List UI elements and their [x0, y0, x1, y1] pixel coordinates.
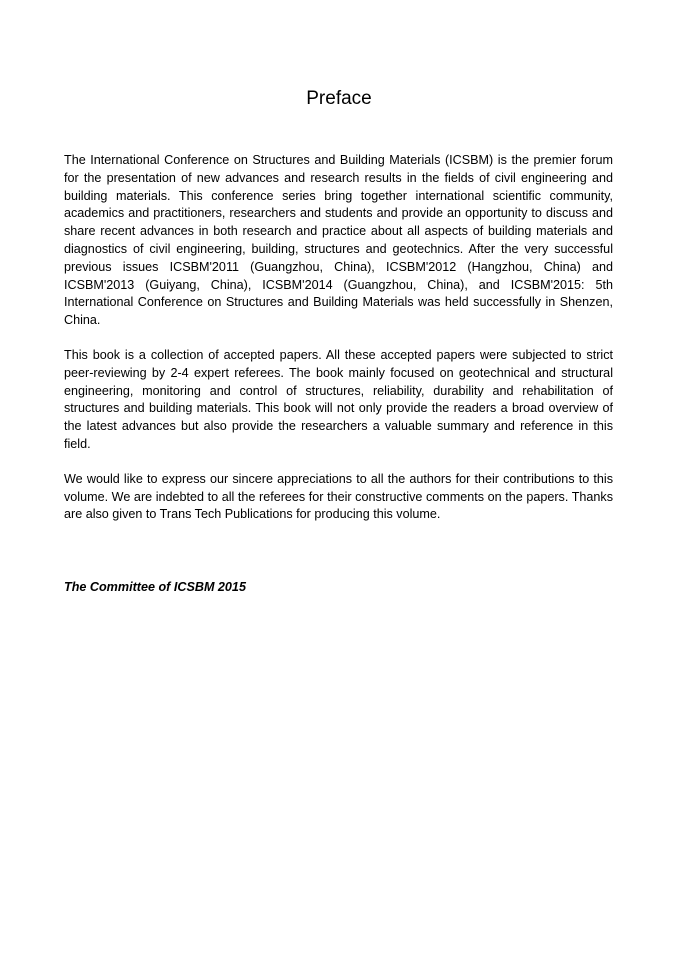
page-title: Preface [306, 88, 372, 109]
paragraph-book-description: This book is a collection of accepted papers. All these accepted papers were subjected to strict peer-reviewing by 2-4 expert referees. The book mainly focused on geotechnical and structural engineering, monitoring and control of structures, reliability, durability and rehabilitation of structures and building materials. This book will not only provide the readers a broad overview of the latest advances but also provide the researchers a valuable summary and reference in this field. [64, 347, 613, 451]
paragraph-acknowledgements: We would like to express our sincere appreciations to all the authors for their contributions to this volume. We are indebted to all the referees for their constructive comments on the papers. Thanks are also given to Trans Tech Publications for producing this volume. [64, 471, 613, 522]
preface-body [64, 152, 613, 541]
paragraph-conference-intro: The International Conference on Structures and Building Materials (ICSBM) is the premier forum for the presentation of new advances and research results in the fields of civil engineering and building materials. This conference series bring together international scientific community, academics and practitioners, researchers and students and provide an opportunity to discuss and share recent advances in both research and practice about all aspects of building materials and diagnostics of civil engineering, building, structures and geotechnics. After the very successful previous issues ICSBM'2011 (Guangzhou, China), ICSBM'2012 (Hangzhou, China) and ICSBM'2013 (Guiyang, China), ICSBM'2014 (Guangzhou, China), and ICSBM'2015: 5th International Conference on Structures and Building Materials was held successfully in Shenzen, China. [64, 153, 613, 328]
committee-signature: The Committee of ICSBM 2015 [64, 580, 246, 594]
